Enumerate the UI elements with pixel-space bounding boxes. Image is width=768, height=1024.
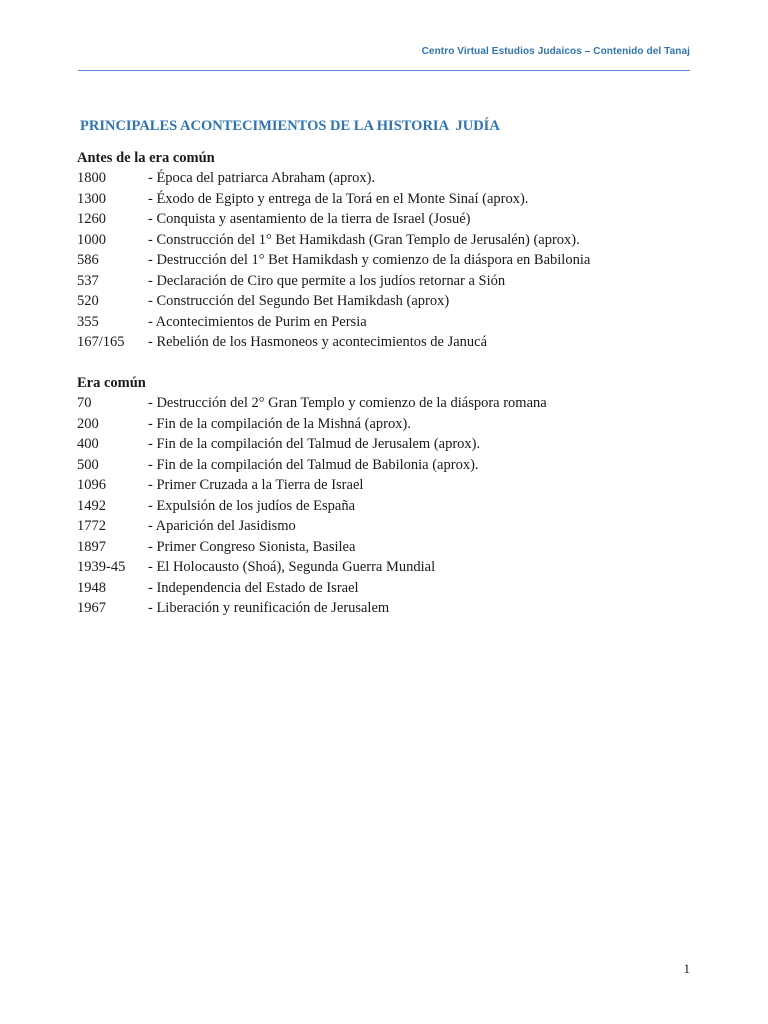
event-year: 70: [77, 395, 92, 411]
page-header: Centro Virtual Estudios Judaicos – Contenido del Tanaj: [421, 46, 690, 57]
event-description: - El Holocausto (Shoá), Segunda Guerra Mundial: [148, 559, 436, 575]
event-year: 400: [77, 436, 99, 452]
event-description: - Primer Cruzada a la Tierra de Israel: [148, 477, 364, 493]
event-year: 1260: [77, 211, 106, 227]
event-description: - Fin de la compilación del Talmud de Babilonia (aprox).: [148, 456, 479, 473]
timeline-event-row: [77, 434, 697, 455]
event-list: [77, 393, 697, 619]
timeline-event-row: [77, 230, 697, 251]
event-year: 1492: [77, 497, 106, 514]
section-common-era: [77, 373, 697, 619]
timeline-event-row: [77, 557, 697, 578]
timeline-event-row: [77, 537, 697, 558]
timeline-event-row: [77, 189, 697, 210]
header-divider: [78, 70, 690, 71]
timeline-event-row: [77, 598, 697, 619]
timeline-event-row: [77, 578, 697, 599]
timeline-event-row: [77, 414, 697, 435]
event-description: - Liberación y reunificación de Jerusalem: [148, 600, 390, 616]
section-heading: Era común: [77, 375, 146, 391]
event-description: - Época del patriarca Abraham (aprox).: [148, 170, 376, 186]
event-description: - Fin de la compilación del Talmud de Jerusalem (aprox).: [148, 436, 481, 452]
timeline-event-row: [77, 168, 697, 189]
event-year: 1096: [77, 477, 106, 493]
timeline-event-row: [77, 455, 697, 476]
timeline-event-row: [77, 393, 697, 414]
timeline-event-row: [77, 312, 697, 333]
event-year: 1897: [77, 538, 106, 555]
event-year: 1000: [77, 231, 106, 248]
event-year: 1772: [77, 518, 106, 534]
event-description: - Declaración de Ciro que permite a los judíos retornar a Sión: [148, 272, 506, 289]
event-year: 1948: [77, 579, 106, 596]
event-description: - Éxodo de Egipto y entrega de la Torá en el Monte Sinaí (aprox).: [148, 190, 529, 207]
event-description: - Expulsión de los judíos de España: [148, 497, 356, 514]
timeline-event-row: [77, 475, 697, 496]
section-heading: Antes de la era común: [77, 150, 215, 166]
timeline-event-row: [77, 332, 697, 353]
event-year: 520: [77, 293, 99, 309]
event-year: 586: [77, 252, 99, 268]
timeline-event-row: [77, 271, 697, 292]
event-year: 1967: [77, 600, 106, 616]
timeline-event-row: [77, 209, 697, 230]
timeline-event-row: [77, 496, 697, 517]
timeline-event-row: [77, 250, 697, 271]
section-before-common-era: [77, 148, 697, 353]
timeline-event-row: [77, 291, 697, 312]
event-description: - Rebelión de los Hasmoneos y acontecimientos de Janucá: [148, 334, 488, 350]
event-description: - Acontecimientos de Purim en Persia: [148, 313, 367, 330]
page-number: 1: [683, 961, 690, 976]
event-year: 1300: [77, 190, 106, 207]
event-year: 200: [77, 415, 99, 432]
document-title: PRINCIPALES ACONTECIMIENTOS DE LA HISTORIA JUDÍA: [80, 118, 500, 134]
event-description: - Construcción del 1° Bet Hamikdash (Gran Templo de Jerusalén) (aprox).: [148, 231, 580, 248]
event-year: 167/165: [77, 334, 125, 350]
event-year: 1939-45: [77, 559, 126, 575]
event-description: - Primer Congreso Sionista, Basilea: [148, 538, 356, 555]
event-description: - Destrucción del 2° Gran Templo y comienzo de la diáspora romana: [148, 395, 547, 411]
event-year: 500: [77, 456, 99, 473]
event-description: - Conquista y asentamiento de la tierra de Israel (Josué): [148, 211, 471, 227]
event-year: 355: [77, 313, 99, 330]
event-description: - Fin de la compilación de la Mishná (aprox).: [148, 415, 411, 432]
event-list: [77, 168, 697, 353]
event-description: - Construcción del Segundo Bet Hamikdash (aprox): [148, 293, 450, 309]
timeline-event-row: [77, 516, 697, 537]
event-description: - Aparición del Jasidismo: [148, 518, 296, 534]
event-year: 537: [77, 272, 99, 289]
event-description: - Independencia del Estado de Israel: [148, 579, 359, 596]
event-year: 1800: [77, 170, 106, 186]
event-description: - Destrucción del 1° Bet Hamikdash y comienzo de la diáspora en Babilonia: [148, 252, 591, 268]
